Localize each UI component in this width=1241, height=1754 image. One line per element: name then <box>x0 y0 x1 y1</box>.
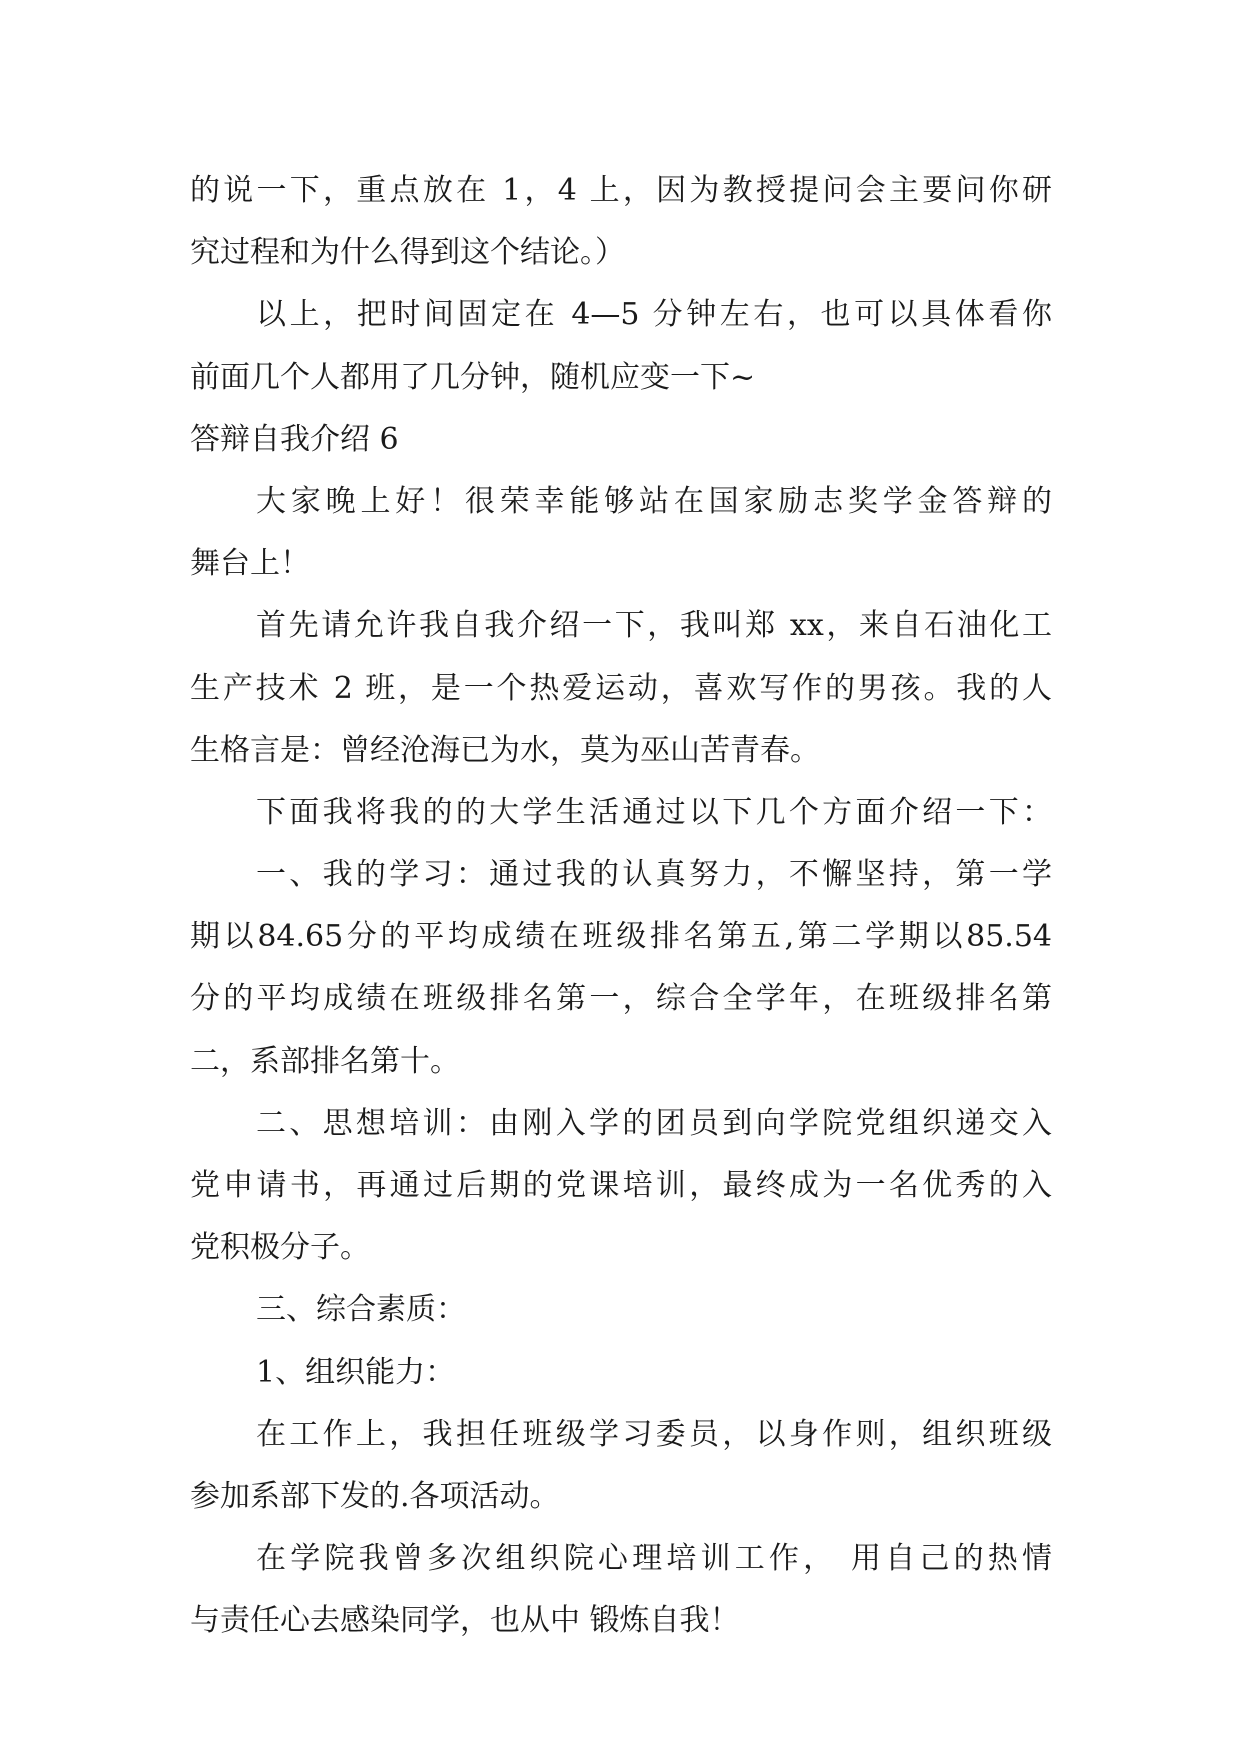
text-line: 二、思想培训：由刚入学的团员到向学院党组织递交入 <box>256 1105 1052 1141</box>
text-line: 在工作上，我担任班级学习委员，以身作则，组织班级 <box>256 1416 1052 1452</box>
section-heading: 答辩自我介绍 6 <box>190 421 399 457</box>
text-line: 二，系部排名第十。 <box>190 1043 460 1079</box>
text-line: 下面我将我的的大学生活通过以下几个方面介绍一下： <box>256 794 1052 830</box>
text-line: 前面几个人都用了几分钟，随机应变一下~ <box>190 359 756 395</box>
text-line: 与责任心去感染同学，也从中 锻炼自我！ <box>190 1603 740 1639</box>
text-line: 以上，把时间固定在 4—5 分钟左右，也可以具体看你 <box>256 297 1052 333</box>
text-line: 的说一下，重点放在 1，4 上，因为教授提问会主要问你研 <box>190 173 1052 208</box>
text-line: 在学院我曾多次组织院心理培训工作， 用自己的热情 <box>256 1541 1052 1577</box>
text-line: 生格言是：曾经沧海已为水，莫为巫山苦青春。 <box>190 732 820 768</box>
text-line: 究过程和为什么得到这个结论。） <box>190 235 625 271</box>
text-line: 1、组织能力： <box>256 1354 456 1390</box>
text-line: 党积极分子。 <box>190 1230 370 1266</box>
text-line: 首先请允许我自我介绍一下，我叫郑 xx，来自石油化工 <box>256 608 1052 644</box>
document-body <box>190 160 1052 1653</box>
text-line: 期以84.65分的平均成绩在班级排名第五,第二学期以85.54 <box>190 919 1052 955</box>
text-line: 舞台上！ <box>190 546 310 582</box>
text-line: 大家晚上好！很荣幸能够站在国家励志奖学金答辩的 <box>256 483 1052 519</box>
text-line: 生产技术 2 班，是一个热爱运动，喜欢写作的男孩。我的人 <box>190 670 1052 706</box>
text-line: 分的平均成绩在班级排名第一，综合全学年，在班级排名第 <box>190 981 1052 1017</box>
text-line: 一、我的学习：通过我的认真努力，不懈坚持，第一学 <box>256 857 1052 893</box>
text-line: 参加系部下发的.各项活动。 <box>190 1478 560 1514</box>
text-line: 三、综合素质： <box>256 1292 466 1328</box>
text-line: 党申请书，再通过后期的党课培训，最终成为一名优秀的入 <box>190 1168 1052 1203</box>
